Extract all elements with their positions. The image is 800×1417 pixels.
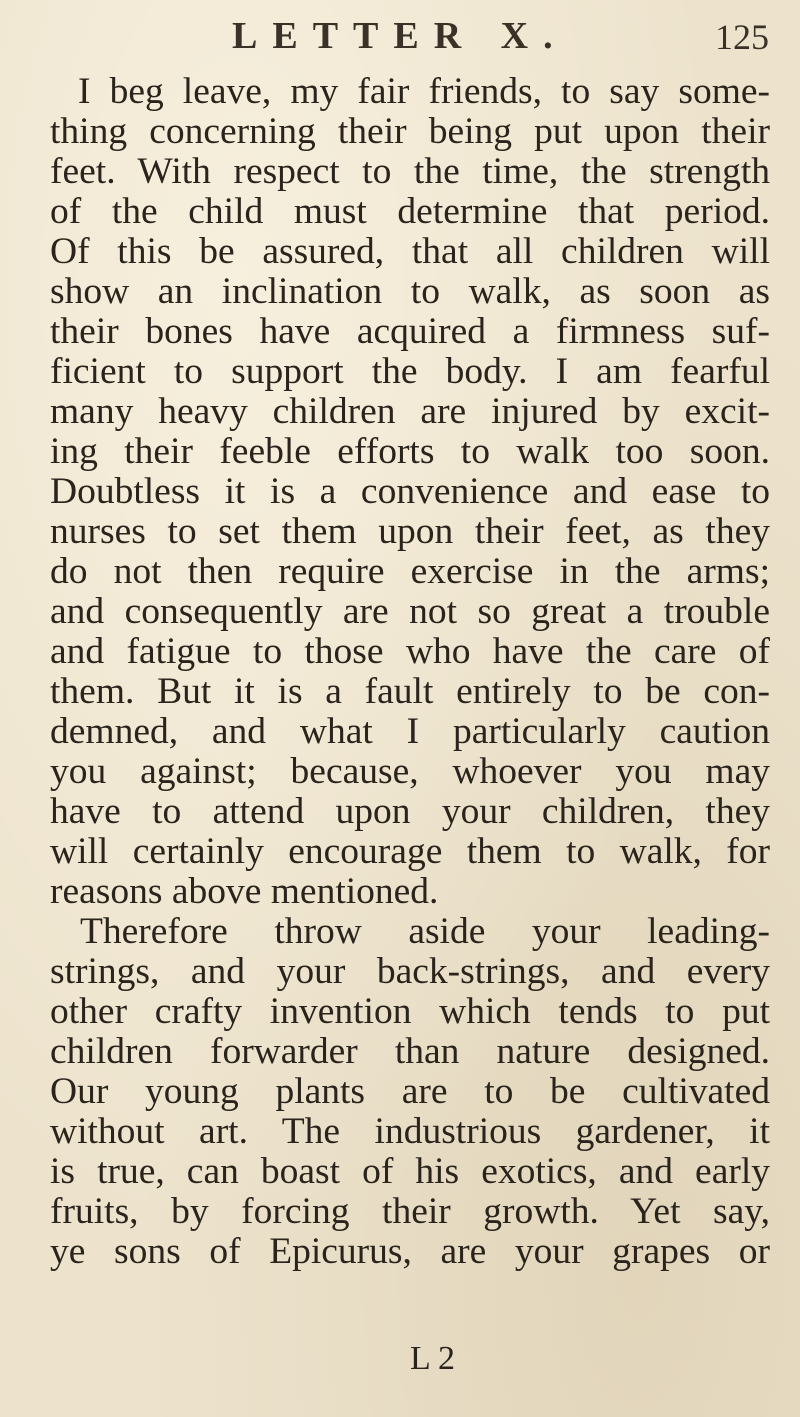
page-header bbox=[0, 14, 800, 64]
text-line: strings, and your back-strings, and every bbox=[50, 951, 770, 992]
text-line: without art. The industrious gardener, it bbox=[50, 1111, 770, 1152]
text-line: do not then require exercise in the arms; bbox=[50, 551, 770, 592]
text-line: you against; because, whoever you may bbox=[50, 751, 770, 792]
page-number: 125 bbox=[715, 17, 769, 57]
text-line: Our young plants are to be cultivated bbox=[50, 1071, 770, 1112]
text-line: children forwarder than nature designed. bbox=[50, 1031, 770, 1072]
text-line: show an inclination to walk, as soon as bbox=[50, 271, 770, 312]
text-line: them. But it is a fault entirely to be con- bbox=[50, 671, 770, 712]
text-line: ing their feeble efforts to walk too soon. bbox=[50, 431, 770, 472]
text-line: Therefore throw aside your leading- bbox=[80, 911, 770, 952]
text-line: will certainly encourage them to walk, for bbox=[50, 831, 770, 872]
text-line: Of this be assured, that all children will bbox=[50, 231, 770, 272]
text-line: thing concerning their being put upon their bbox=[50, 111, 770, 152]
text-line: I beg leave, my fair friends, to say some- bbox=[78, 71, 770, 112]
text-line: other crafty invention which tends to put bbox=[50, 991, 770, 1032]
text-line: and consequently are not so great a trouble bbox=[50, 591, 770, 632]
signature-mark: L 2 bbox=[410, 1340, 456, 1377]
text-line: demned, and what I particularly caution bbox=[50, 711, 770, 752]
text-line: their bones have acquired a firmness suf- bbox=[50, 311, 770, 352]
text-line: is true, can boast of his exotics, and early bbox=[50, 1151, 770, 1192]
text-line: feet. With respect to the time, the strength bbox=[50, 151, 770, 192]
running-title: LETTER X. bbox=[232, 15, 568, 57]
text-line: Doubtless it is a convenience and ease to bbox=[50, 471, 770, 512]
text-line: and fatigue to those who have the care of bbox=[50, 631, 770, 672]
text-line: ye sons of Epicurus, are your grapes or bbox=[50, 1231, 770, 1272]
text-line: nurses to set them upon their feet, as they bbox=[50, 511, 770, 552]
text-line: many heavy children are injured by excit- bbox=[50, 391, 770, 432]
text-line: fruits, by forcing their growth. Yet say, bbox=[50, 1191, 770, 1232]
text-line: reasons above mentioned. bbox=[50, 871, 439, 912]
text-line: have to attend upon your children, they bbox=[50, 791, 770, 832]
text-line: of the child must determine that period. bbox=[50, 191, 770, 232]
text-line: ficient to support the body. I am fearful bbox=[50, 351, 770, 392]
